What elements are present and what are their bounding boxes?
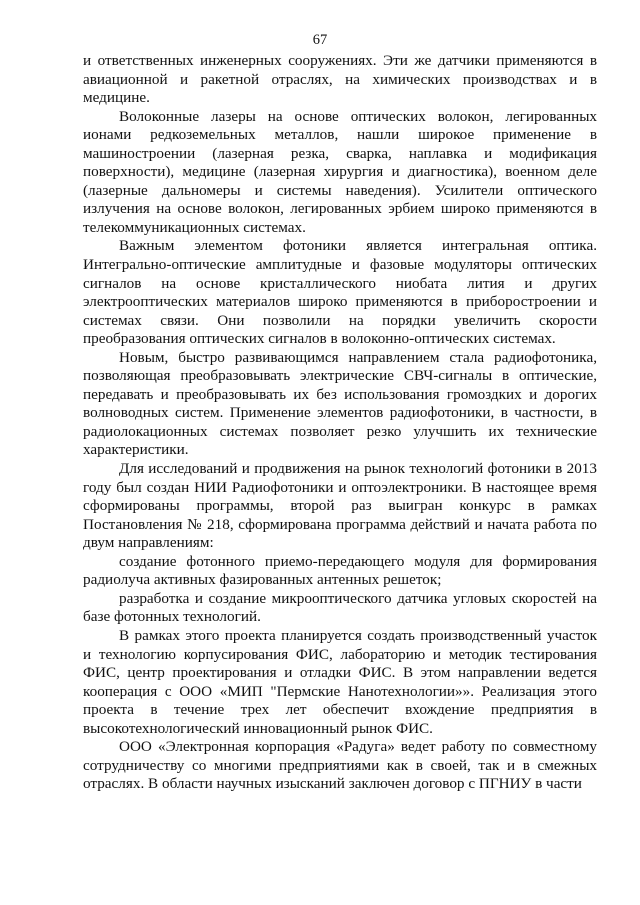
paragraph-project-plans: В рамках этого проекта планируется создать производственный участок и технологию корпусирования ФИС, лабораторию и методик тестирования ФИС, центр проектирования и отладки ФИС. В этом направлении ведется кооперация с ООО «МИП "Пермские Нанотехнологии»». Реализация этого проекта в течение трех лет обеспечит вхождение предприятия в высокотехнологический инновационный рынок ФИС.	[83, 626, 597, 737]
paragraph-integrated-optics: Важным элементом фотоники является интегральная оптика. Интегрально-оптические амплитудные и фазовые модуляторы оптических сигналов на основе кристаллического ниобата лития и других электрооптических материалов широко применяются в приборостроении и системах связи. Они позволили на порядки увеличить скорости преобразования оптических сигналов в волоконно-оптических системах.	[83, 237, 597, 348]
paragraph-raduga-corporation: ООО «Электронная корпорация «Радуга» ведет работу по совместному сотрудничеству со многими предприятиями как в своей, так и в смежных отраслях. В области научных изысканий заключен договор с ПГНИУ в части	[83, 738, 597, 793]
body-text	[83, 52, 597, 794]
paragraph-radiophotonics: Новым, быстро развивающимся направлением стала радиофотоника, позволяющая преобразовывать электрические СВЧ-сигналы в оптические, передавать и преобразовывать их без использования громоздких и дорогих волноводных систем. Применение элементов радиофотоники, в частности, в радиолокационных системах позволяет резко улучшить их технические характеристики.	[83, 348, 597, 459]
page-number: 67	[312, 32, 328, 48]
paragraph-research-institute: Для исследований и продвижения на рынок технологий фотоники в 2013 году был создан НИИ Радиофотоники и оптоэлектроники. В настоящее время сформированы программы, второй раз выигран конкурс в рамках Постановления № 218, сформирована программа действий и начата работа по двум направлениям:	[83, 460, 597, 552]
paragraph-fiber-lasers: Волоконные лазеры на основе оптических волокон, легированных ионами редкоземельных металлов, нашли широкое применение в машиностроении (лазерная резка, сварка, наплавка и модификация поверхности), медицине (лазерная хирургия и диагностика), военном деле (лазерные дальномеры и системы наведения). Усилители оптического излучения на основе волокон, легированных эрбием широко применяются в телекоммуникационных системах.	[83, 107, 597, 236]
list-item-gyro-sensor: разработка и создание микрооптического датчика угловых скоростей на базе фотонных технологий.	[83, 589, 597, 626]
paragraph-sensors-continuation: и ответственных инженерных сооружениях. Эти же датчики применяются в авиационной и ракетной отраслях, на химических производствах и в медицине.	[83, 52, 597, 107]
list-item-transceiver-module: создание фотонного приемо-передающего модуля для формирования радиолуча активных фазированных антенных решеток;	[83, 552, 597, 589]
